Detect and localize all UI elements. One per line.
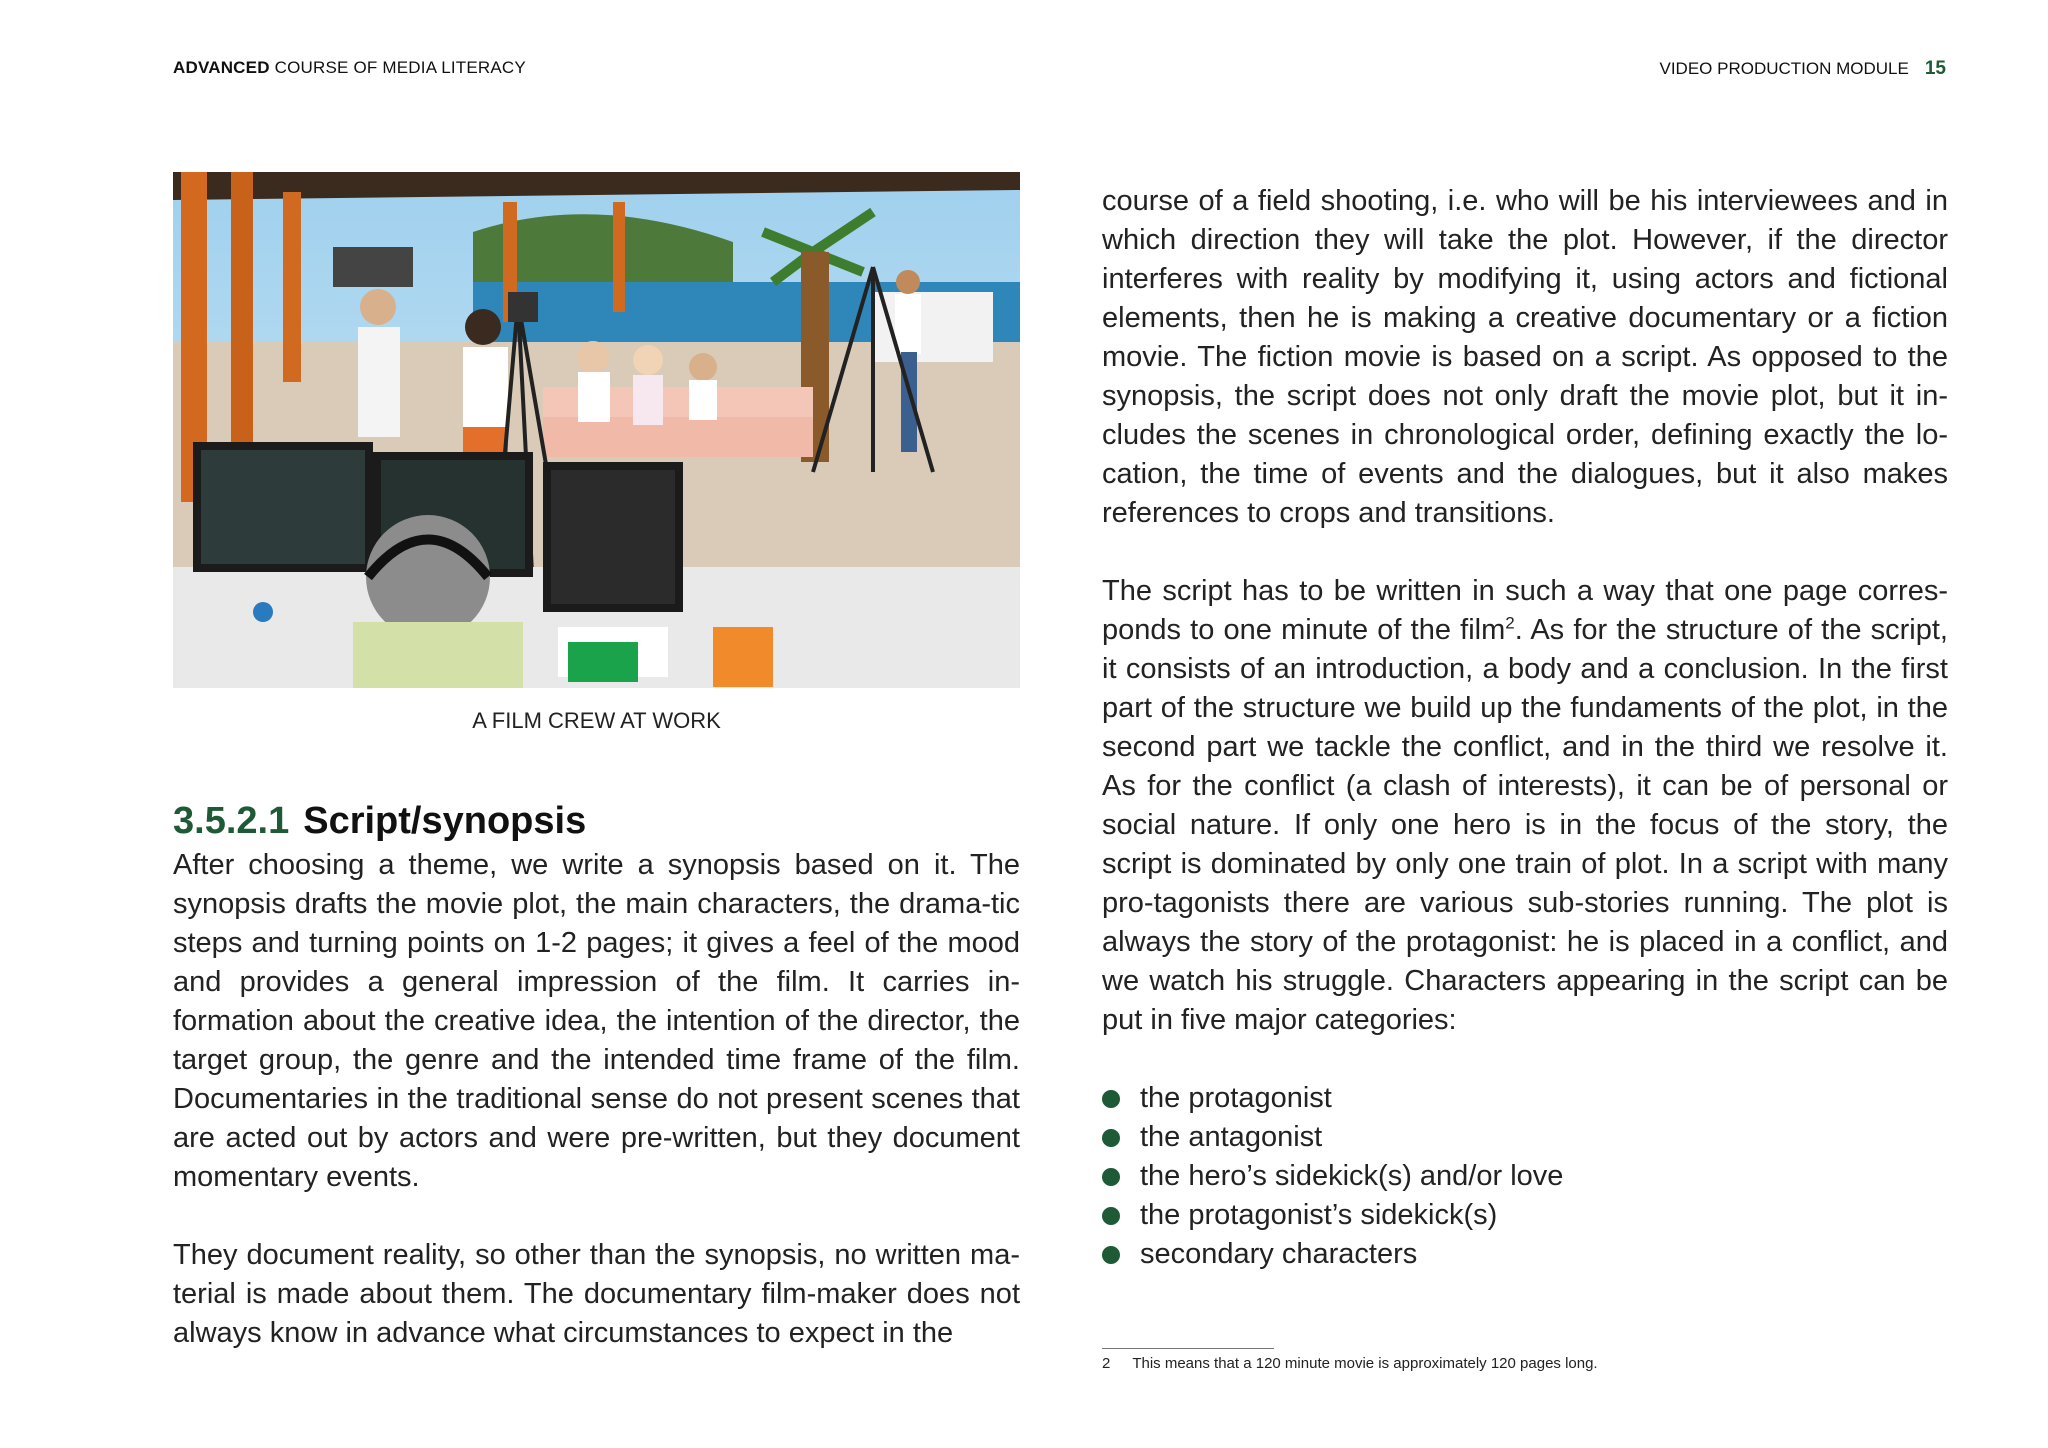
list-item: the protagonist’s sidekick(s) xyxy=(1102,1196,1948,1235)
left-paragraph-2: They document reality, so other than the synopsis, no written ma-terial is made about them. The documentary film-maker does not always know in advance what circumstances to expect in the xyxy=(173,1239,1020,1349)
right-paragraph-2-text-b: . As for the structure of the script, it consists of an introduction, a body and a conclusion. In the first part of the structure we build up the fundaments of the plot, in the second part we tackle the conflict, and in the third we resolve it. As for the conflict (a clash of interests), it can be of personal or social nature. If only one hero is in the focus of the story, the script is dominated by only one train of plot. In a script with many pro-tagonists there are various sub-stories running. The plot is always the story of the protagonist: he is placed in a conflict, and we watch his struggle. Characters appearing in the script can be put in five major categories: xyxy=(1102,614,1948,1036)
list-item: the hero’s sidekick(s) and/or love xyxy=(1102,1157,1948,1196)
right-paragraph-2-text-a: The script has to be written in such a way that one page corres-ponds to one minute of the film xyxy=(1102,575,1948,646)
left-column xyxy=(173,846,1020,1353)
header-left-bold: ADVANCED xyxy=(173,58,270,77)
section-title: Script/synopsis xyxy=(303,800,587,842)
film-crew-illustration xyxy=(173,172,1020,688)
right-paragraph-2 xyxy=(1102,572,1948,1040)
running-header-right xyxy=(1660,58,1947,80)
header-module-title: VIDEO PRODUCTION MODULE xyxy=(1659,59,1909,78)
footnote-ref: 2 xyxy=(1505,613,1515,633)
list-item: the protagonist xyxy=(1102,1079,1948,1118)
right-paragraph-1: course of a field shooting, i.e. who will be his interviewees and in which direction they will take the plot. However, if the director interferes with reality by modifying it, using actors and fictional elements, then he is making a creative documentary or a fiction movie. The fiction movie is based on a script. As opposed to the synopsis, the script does not only draft the movie plot, but it in-cludes the scenes in chronological order, defining exactly the lo-cation, the time of events and the dialogues, but it also makes references to crops and transitions. xyxy=(1102,185,1948,529)
section-heading xyxy=(173,800,586,843)
header-left-rest: COURSE OF MEDIA LITERACY xyxy=(269,58,526,77)
page-number: 15 xyxy=(1924,58,1946,79)
figure-caption: A FILM CREW AT WORK xyxy=(472,708,721,733)
list-item: secondary characters xyxy=(1102,1235,1948,1274)
footnote-divider xyxy=(1102,1348,1274,1349)
footnote-number: 2 xyxy=(1102,1355,1111,1372)
character-categories-list xyxy=(1102,1079,1948,1274)
section-number: 3.5.2.1 xyxy=(173,800,290,842)
running-header-left xyxy=(173,58,526,78)
film-crew-photo xyxy=(173,172,1020,688)
footnote xyxy=(1102,1355,1598,1372)
left-paragraph-1: After choosing a theme, we write a synopsis based on it. The synopsis drafts the movie plot, the main characters, the drama-tic steps and turning points on 1-2 pages; it gives a feel of the mood and provides a general impression of the film. It carries in-formation about the creative idea, the intention of the director, the target group, the genre and the intended time frame of the film. Documentaries in the traditional sense do not present scenes that are acted out by actors and were pre-written, but they document momentary events. xyxy=(173,849,1020,1193)
footnote-text: This means that a 120 minute movie is approximately 120 pages long. xyxy=(1132,1355,1598,1372)
list-item: the antagonist xyxy=(1102,1118,1948,1157)
right-column xyxy=(1102,182,1948,1274)
